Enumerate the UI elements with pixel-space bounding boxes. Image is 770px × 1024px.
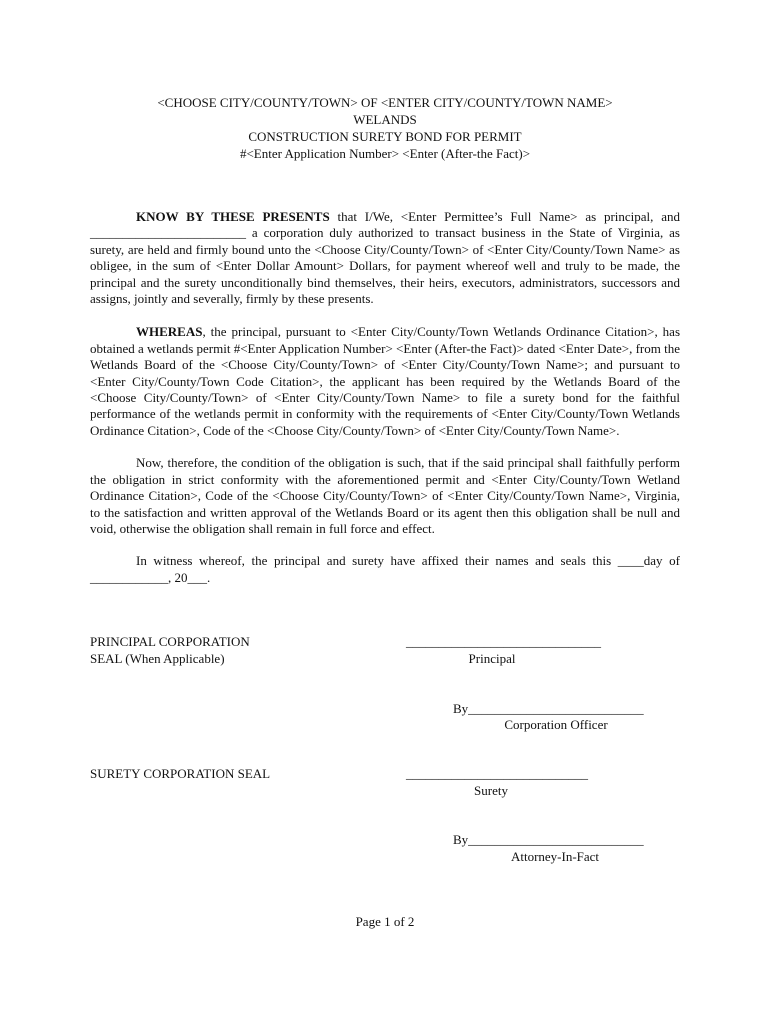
principal-seal-line1: PRINCIPAL CORPORATION: [90, 634, 250, 649]
surety-seal-label: SURETY CORPORATION SEAL: [90, 766, 271, 781]
principal-signature-line[interactable]: ______________________________: [406, 634, 601, 649]
attorney-in-fact-label: Attorney-In-Fact: [510, 849, 600, 864]
paragraph-text-witness: In witness whereof, the principal and surety have affixed their names and seals this ____day of ____________, 20___.: [90, 553, 680, 585]
corporation-officer-label: Corporation Officer: [504, 717, 608, 732]
paragraph-text-know: that I/We, <Enter Permittee’s Full Name> as principal, and ________________________ a corporation duly authorized to transact business in the State of Virginia, as surety, are held and firmly bound unto the <Choose City/County/Town> of <Enter City/County/Town Name> as obligee, in the sum of <Enter Dollar Amount> Dollars, for payment whereof well and truly to be made, the principal and the surety unconditionally bind themselves, their heirs, executors, administrators, successors and assigns, jointly and severally, firmly by these presents.: [90, 209, 680, 307]
header-application-number: #<Enter Application Number> <Enter (After-the Fact)>: [239, 146, 531, 161]
header-bond-title: CONSTRUCTION SURETY BOND FOR PERMIT: [248, 129, 522, 144]
header-jurisdiction: <CHOOSE CITY/COUNTY/TOWN> OF <ENTER CITY/COUNTY/TOWN NAME>: [157, 95, 613, 110]
surety-signature-line[interactable]: ____________________________: [406, 766, 588, 781]
principal-seal-label: [90, 633, 250, 667]
attorney-signature-line[interactable]: By___________________________: [453, 832, 644, 847]
paragraph-know-by-these-presents: [90, 209, 680, 307]
paragraph-lead-know: KNOW BY THESE PRESENTS: [136, 209, 330, 224]
principal-signature-label: Principal: [468, 651, 516, 666]
document-header: [90, 94, 680, 162]
paragraph-lead-whereas: WHEREAS: [136, 324, 203, 340]
surety-signature-label: Surety: [474, 783, 508, 798]
header-welands: WELANDS: [353, 112, 417, 127]
document-body: [90, 209, 680, 602]
paragraph-witness: [90, 553, 680, 586]
paragraph-condition: [90, 455, 680, 537]
principal-seal-line2: SEAL (When Applicable): [90, 651, 225, 666]
paragraph-text-whereas: , the principal, pursuant to <Enter City/County/Town Wetlands Ordinance Citation>, has obtained a wetlands permit #<Enter Application Number> <Enter (After-the Fact)> dated <Enter Date>, from the Wetlands Board of the <Choose City/County/Town> of <Enter City/County/Town Name>; and pursuant to <Enter City/County/Town Code Citation>, the applicant has been required by the Wetlands Board of the <Choose City/County/Town> of <Enter City/County/Town Name> to file a surety bond for the faithful performance of the wetlands permit in conformity with the requirements of <Enter City/County/Town Wetlands Ordinance Citation>, Code of the <Choose City/County/Town> of <Enter City/County/Town Name>.: [90, 324, 680, 438]
page-number: Page 1 of 2: [355, 914, 415, 929]
paragraph-whereas: [90, 324, 680, 439]
corporation-officer-signature-line[interactable]: By___________________________: [453, 701, 644, 716]
paragraph-text-condition: Now, therefore, the condition of the obligation is such, that if the said principal shall faithfully perform the obligation in strict conformity with the aforementioned permit and <Enter City/County/Town Wetland Ordinance Citation>, Code of the <Choose City/County/Town> of <Enter City/County/Town Name>, Virginia, to the satisfaction and written approval of the Wetlands Board or its agent then this obligation shall be null and void, otherwise the obligation shall remain in full force and effect.: [90, 455, 680, 536]
